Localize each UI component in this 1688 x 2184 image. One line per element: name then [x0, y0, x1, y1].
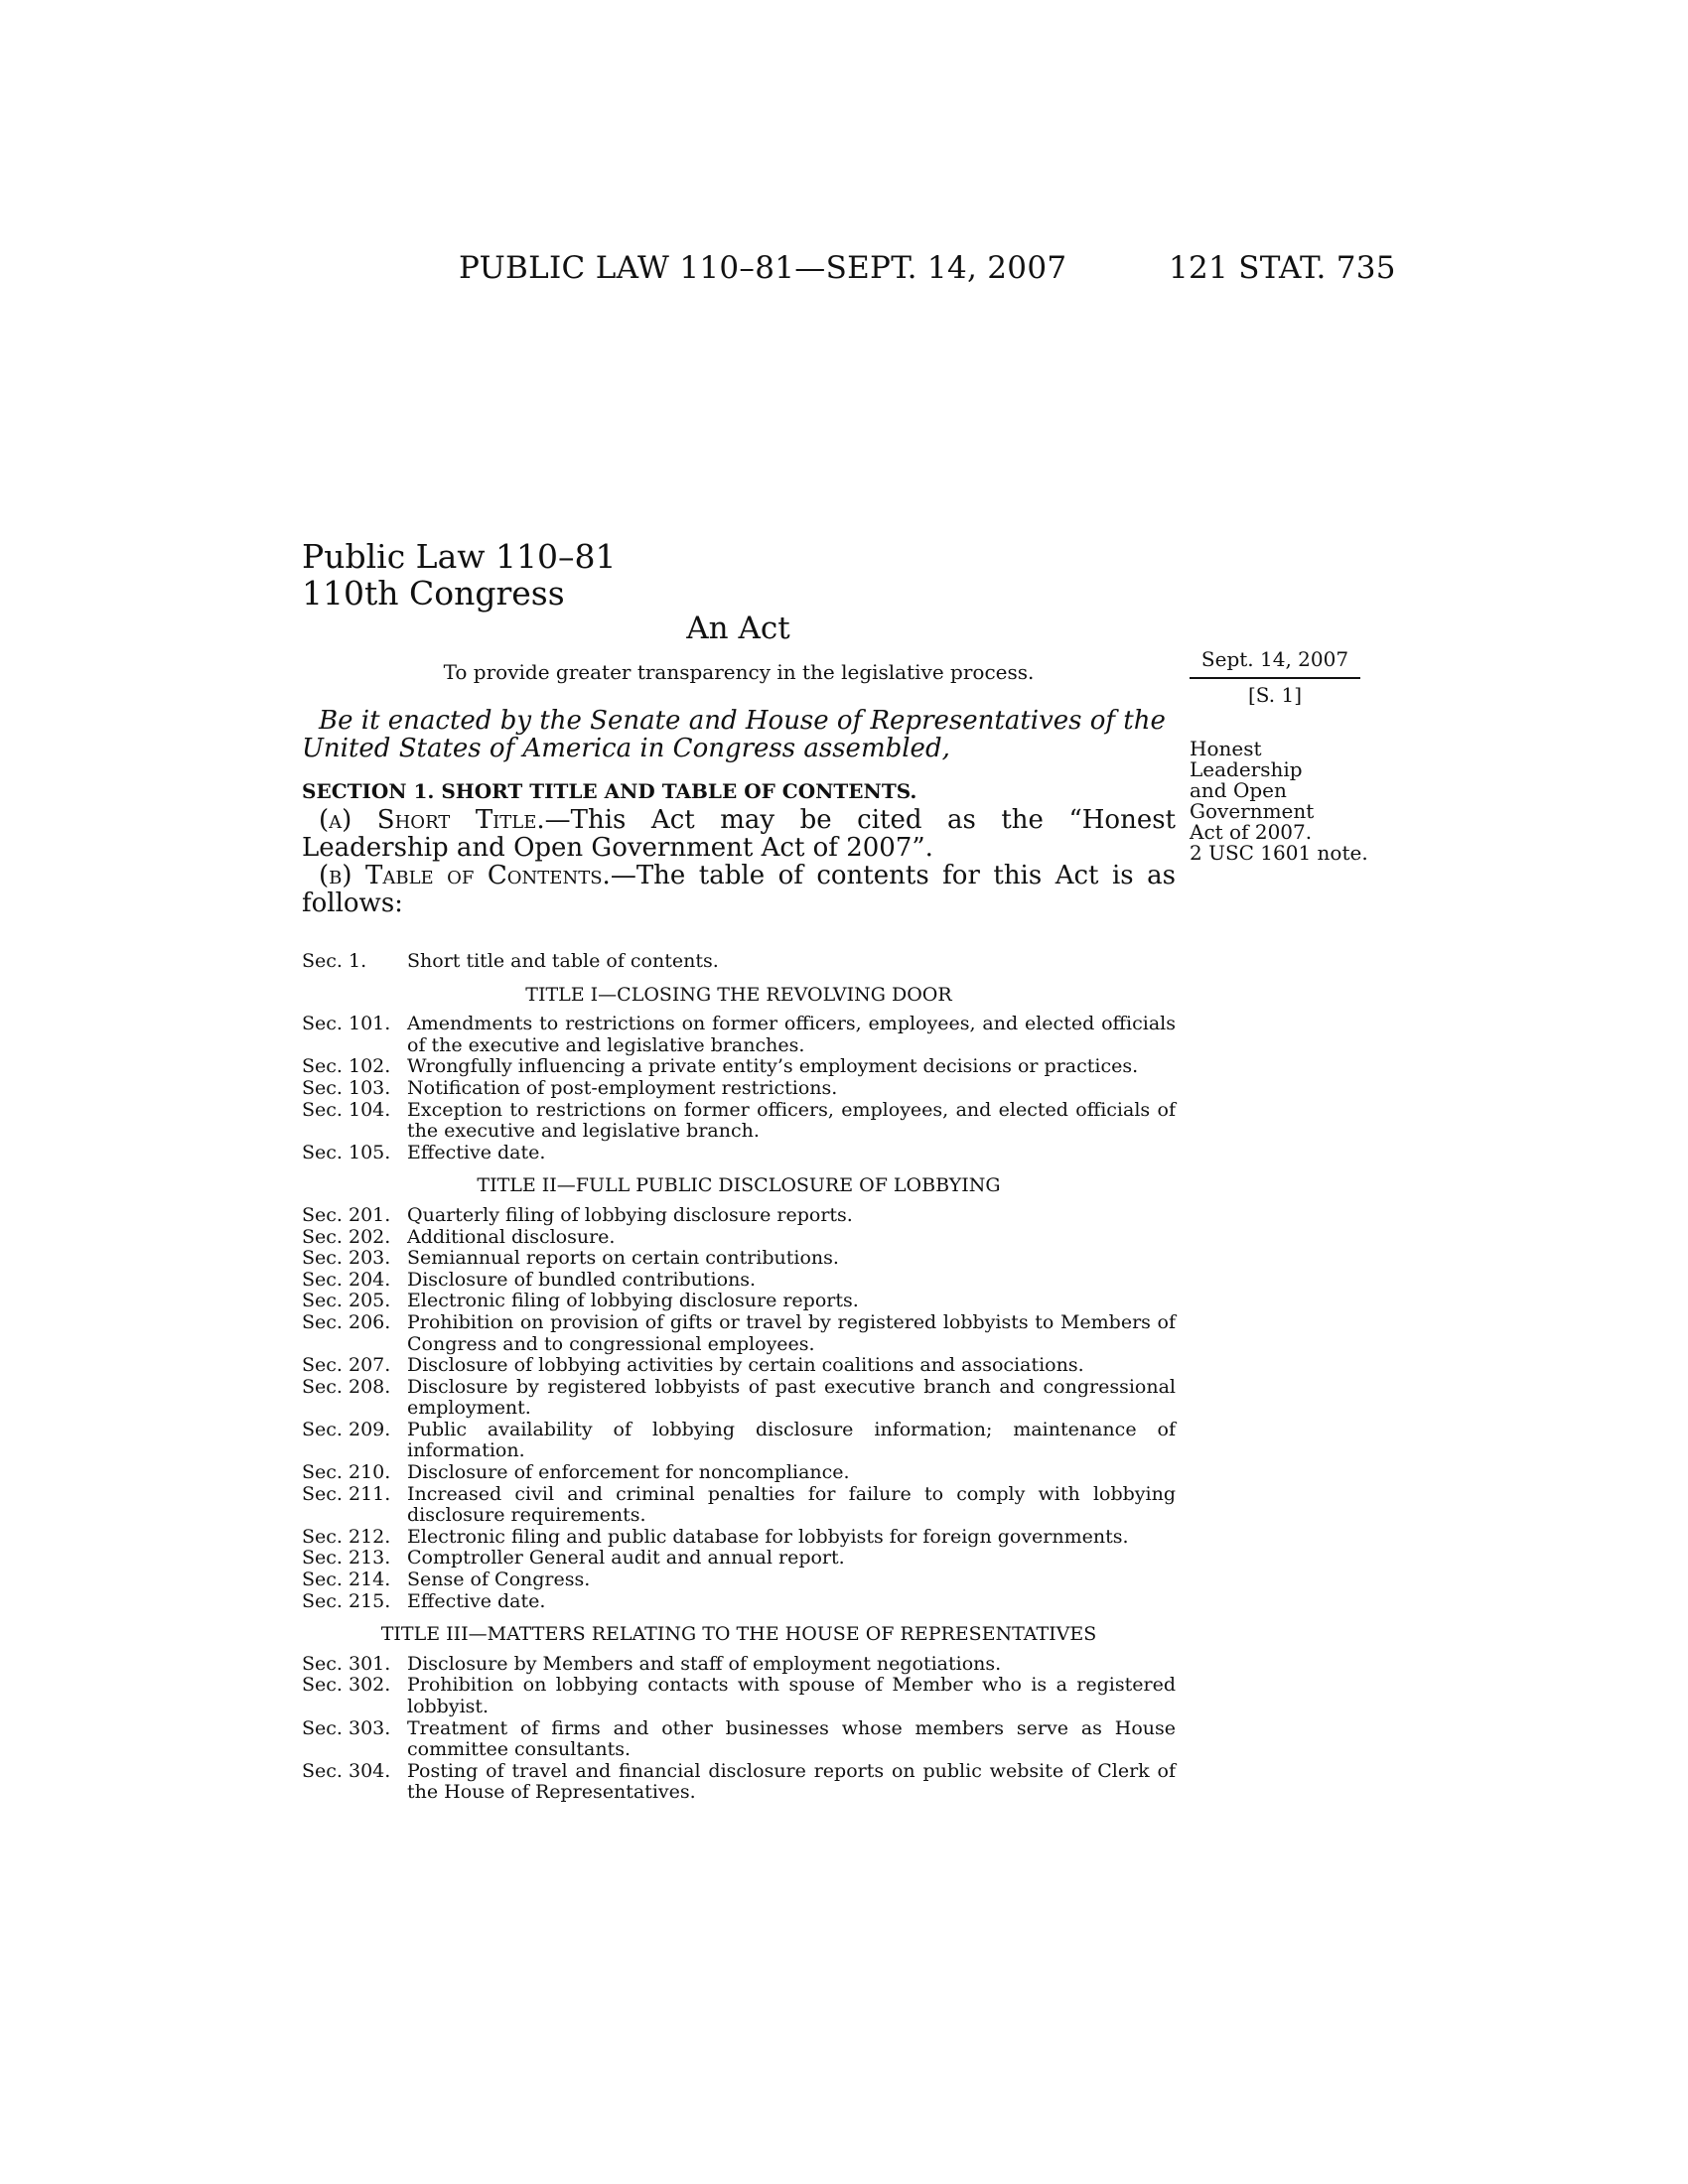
law-number: Public Law 110–81 — [302, 537, 617, 576]
sidenote-line: and Open — [1190, 778, 1287, 802]
toc-entry — [302, 1484, 1176, 1527]
toc-entry-number: Sec. 213. — [302, 1547, 391, 1570]
toc-entry-number: Sec. 207. — [302, 1354, 391, 1377]
toc-entry-title: Prohibition on lobbying contacts with spouse of Member who is a registered lobbyist. — [407, 1674, 1176, 1717]
toc-entry-title: Disclosure of lobbying activities by certain coalitions and associations. — [407, 1354, 1084, 1377]
toc-entry-title: Notification of post-employment restrictions. — [407, 1076, 838, 1099]
toc-entry-number: Sec. 215. — [302, 1589, 391, 1612]
table-of-contents — [302, 951, 1176, 1804]
toc-entry-number: Sec. 304. — [302, 1759, 391, 1782]
toc-entry-number: Sec. 203. — [302, 1247, 391, 1270]
toc-entry-title: Disclosure of enforcement for noncompliance. — [407, 1461, 850, 1484]
toc-entry-title: Increased civil and criminal penalties for failure to comply with lobbying disclosure requirements. — [407, 1482, 1176, 1527]
subsection-a — [302, 806, 1176, 862]
congress-number: 110th Congress — [302, 574, 565, 613]
section-1-heading: SECTION 1. SHORT TITLE AND TABLE OF CONTENTS. — [302, 779, 917, 803]
subsection-b — [302, 862, 1176, 917]
toc-entry — [302, 1355, 1176, 1377]
toc-entry-number: Sec. 201. — [302, 1203, 391, 1226]
enacting-clause: Be it enacted by the Senate and House of Representatives of the United States of America in Congress assembled, — [302, 706, 1166, 763]
toc-entry — [302, 1548, 1176, 1570]
subsection-b-text: —The table of contents for this Act is as follows: — [302, 861, 1176, 918]
toc-entry-number: Sec. 105. — [302, 1141, 391, 1163]
toc-entry — [302, 1078, 1176, 1100]
toc-entry — [302, 1291, 1176, 1312]
toc-entry-title: Posting of travel and financial disclosure reports on public website of Clerk of the House of Representatives. — [407, 1759, 1176, 1804]
sidenote-rule — [1190, 677, 1360, 679]
toc-entry-number: Sec. 210. — [302, 1461, 391, 1484]
toc-entry-title: Short title and table of contents. — [407, 950, 719, 972]
toc-entry-number: Sec. 101. — [302, 1013, 391, 1035]
toc-entry-number: Sec. 205. — [302, 1290, 391, 1312]
toc-entry-title: Effective date. — [407, 1141, 546, 1163]
toc-entry — [302, 1227, 1176, 1249]
toc-entry-number: Sec. 206. — [302, 1310, 391, 1333]
toc-entry-title: Additional disclosure. — [407, 1225, 616, 1248]
toc-entry-title: Wrongfully influencing a private entity’s employment decisions or practices. — [407, 1055, 1139, 1078]
toc-entry — [302, 1420, 1176, 1462]
toc-entry — [302, 1718, 1176, 1761]
toc-entry-title: Disclosure by Members and staff of employment negotiations. — [407, 1652, 1002, 1675]
toc-title-heading: TITLE III—MATTERS RELATING TO THE HOUSE OF REPRESENTATIVES — [380, 1623, 1097, 1646]
toc-entry-title: Quarterly filing of lobbying disclosure reports. — [407, 1203, 853, 1226]
toc-entry — [302, 1462, 1176, 1484]
toc-entry-title: Semiannual reports on certain contributions. — [407, 1247, 839, 1270]
sidenote-short-title — [1190, 739, 1368, 864]
toc-entry — [302, 1675, 1176, 1717]
sidenote-line: Act of 2007. — [1190, 820, 1313, 844]
toc-entry-title: Treatment of firms and other businesses whose members serve as House committee consultants. — [407, 1716, 1176, 1761]
sidenote-date: Sept. 14, 2007 — [1200, 647, 1349, 671]
toc-entry — [302, 1654, 1176, 1676]
sidenote-bill: [S. 1] — [1247, 683, 1303, 707]
sidenote-line: Government — [1190, 799, 1315, 823]
toc-entry-number: Sec. 303. — [302, 1716, 391, 1739]
toc-entry-number: Sec. 209. — [302, 1418, 391, 1440]
toc-entry — [302, 1270, 1176, 1292]
toc-entry-number: Sec. 1. — [302, 950, 367, 972]
toc-entry-title: Exception to restrictions on former officers, employees, and elected officials of the executive and legislative branch. — [407, 1098, 1176, 1143]
sidenote-line: Leadership — [1190, 757, 1303, 781]
toc-entry — [302, 1312, 1176, 1355]
toc-entry-number: Sec. 301. — [302, 1652, 391, 1675]
sidenote-line: Honest — [1190, 737, 1262, 760]
running-header-left: PUBLIC LAW 110–81—SEPT. 14, 2007 — [459, 250, 1067, 286]
toc-entry — [302, 1143, 1176, 1164]
toc-entry-title: Prohibition on provision of gifts or travel by registered lobbyists to Members of Congress and to congressional employees. — [407, 1310, 1176, 1355]
toc-entry — [302, 1014, 1176, 1056]
law-citation — [302, 538, 616, 612]
toc-entry-title: Effective date. — [407, 1589, 546, 1612]
act-purpose: To provide greater transparency in the legislative process. — [443, 660, 1035, 684]
toc-entry-title: Electronic filing and public database for lobbyists for foreign governments. — [407, 1525, 1129, 1548]
toc-entry — [302, 1591, 1176, 1613]
subsection-a-text: —This Act may be cited as the “Honest Leadership and Open Government Act of 2007”. — [302, 805, 1176, 863]
toc-entry-number: Sec. 211. — [302, 1482, 391, 1505]
toc-entry-number: Sec. 102. — [302, 1055, 391, 1078]
toc-entry-title: Electronic filing of lobbying disclosure reports. — [407, 1290, 859, 1312]
toc-entry-number: Sec. 212. — [302, 1525, 391, 1548]
toc-entry-number: Sec. 208. — [302, 1375, 391, 1398]
toc-entry — [302, 1527, 1176, 1549]
running-header-right: 121 STAT. 735 — [1169, 250, 1396, 286]
toc-entry-number: Sec. 202. — [302, 1225, 391, 1248]
toc-title-heading: TITLE II—FULL PUBLIC DISCLOSURE OF LOBBYING — [477, 1174, 1001, 1197]
toc-entry-number: Sec. 204. — [302, 1268, 391, 1291]
toc-entry-number: Sec. 214. — [302, 1569, 391, 1591]
toc-entry-title: Sense of Congress. — [407, 1569, 591, 1591]
toc-title-heading: TITLE I—CLOSING THE REVOLVING DOOR — [525, 983, 952, 1006]
toc-entry — [302, 1205, 1176, 1227]
toc-entry — [302, 1248, 1176, 1270]
toc-entry-number: Sec. 302. — [302, 1674, 391, 1697]
toc-entry-title: Public availability of lobbying disclosure information; maintenance of information. — [407, 1418, 1176, 1462]
toc-entry — [302, 1377, 1176, 1420]
subsection-a-label: (a) Short Title. — [319, 805, 545, 835]
toc-entry-number: Sec. 103. — [302, 1076, 391, 1099]
toc-entry-title: Disclosure of bundled contributions. — [407, 1268, 757, 1291]
subsection-b-label: (b) Table of Contents. — [319, 861, 611, 890]
toc-entry — [302, 1570, 1176, 1591]
sidenote-line: 2 USC 1601 note. — [1190, 841, 1368, 865]
toc-entry-number: Sec. 104. — [302, 1098, 391, 1121]
toc-entry-title: Amendments to restrictions on former officers, employees, and elected officials of the executive and legislative branches. — [407, 1013, 1176, 1056]
toc-entry — [302, 1056, 1176, 1078]
toc-entry — [302, 951, 1176, 973]
toc-entry — [302, 1100, 1176, 1143]
toc-entry — [302, 1761, 1176, 1804]
act-title: An Act — [686, 611, 790, 646]
toc-entry-title: Disclosure by registered lobbyists of past executive branch and congressional employment. — [407, 1375, 1176, 1420]
toc-entry-title: Comptroller General audit and annual report. — [407, 1547, 845, 1570]
sidenote-date-block — [1190, 647, 1360, 707]
